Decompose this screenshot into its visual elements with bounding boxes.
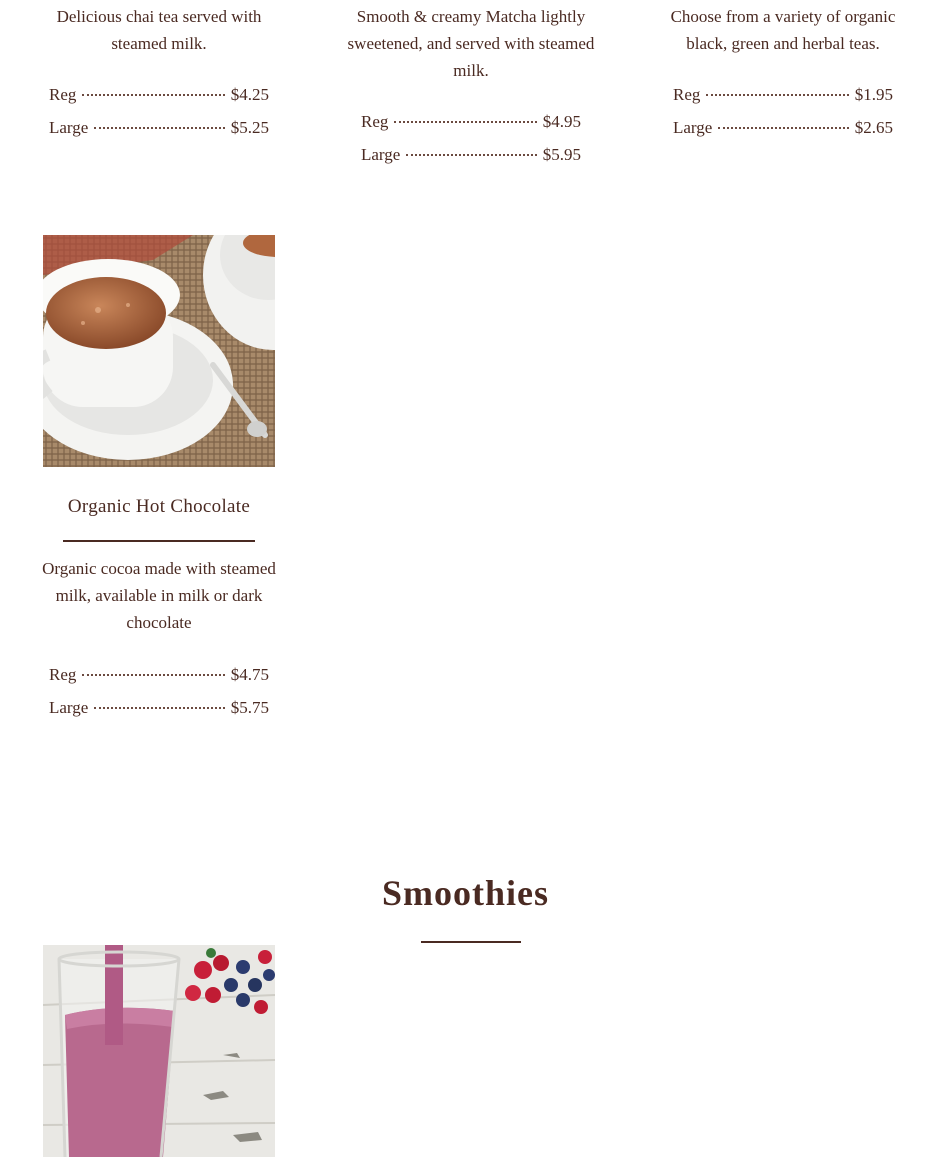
heading-underline [421,941,521,943]
size-label: Reg [673,85,701,104]
price-row [673,83,893,116]
price-value: $4.95 [542,112,581,131]
price-list [673,83,893,149]
smoothie-photo [43,945,275,1157]
price-list [49,663,269,729]
item-description: Smooth & creamy Matcha lightly sweetened, and served with steamed milk. [347,7,595,80]
price-value: $4.25 [230,85,269,104]
dot-leader [82,673,224,676]
hot-chocolate-photo [43,235,275,467]
item-description: Choose from a variety of organic black, green and herbal teas. [670,7,896,53]
price-row [49,116,269,149]
size-label: Large [49,698,89,717]
size-label: Large [673,118,713,137]
section-heading-smoothies: Smoothies [381,873,549,913]
size-label: Reg [49,85,77,104]
size-label: Reg [361,112,389,131]
price-value: $5.95 [542,145,581,164]
price-list [361,110,581,176]
menu-item-teas [654,3,912,57]
dot-leader [706,93,848,96]
menu-item-matcha [342,3,600,84]
dot-leader [394,120,536,123]
dot-leader [406,153,536,156]
menu-item-chai [30,3,288,57]
dot-leader [94,126,224,129]
price-value: $5.75 [230,698,269,717]
dot-leader [82,93,224,96]
size-label: Large [361,145,401,164]
price-row [49,663,269,696]
dot-leader [718,126,848,129]
price-row [361,143,581,176]
item-description: Organic cocoa made with steamed milk, available in milk or dark chocolate [42,559,276,632]
price-value: $4.75 [230,665,269,684]
price-row [361,110,581,143]
size-label: Large [49,118,89,137]
price-value: $2.65 [854,118,893,137]
price-list [49,83,269,149]
title-underline [63,540,255,542]
price-value: $5.25 [230,118,269,137]
menu-item-hot-chocolate [26,555,292,636]
price-row [49,696,269,729]
item-description: Delicious chai tea served with steamed milk. [56,7,262,53]
item-title: Organic Hot Chocolate [67,496,251,517]
price-row [49,83,269,116]
dot-leader [94,706,224,709]
price-value: $1.95 [854,85,893,104]
price-row [673,116,893,149]
size-label: Reg [49,665,77,684]
